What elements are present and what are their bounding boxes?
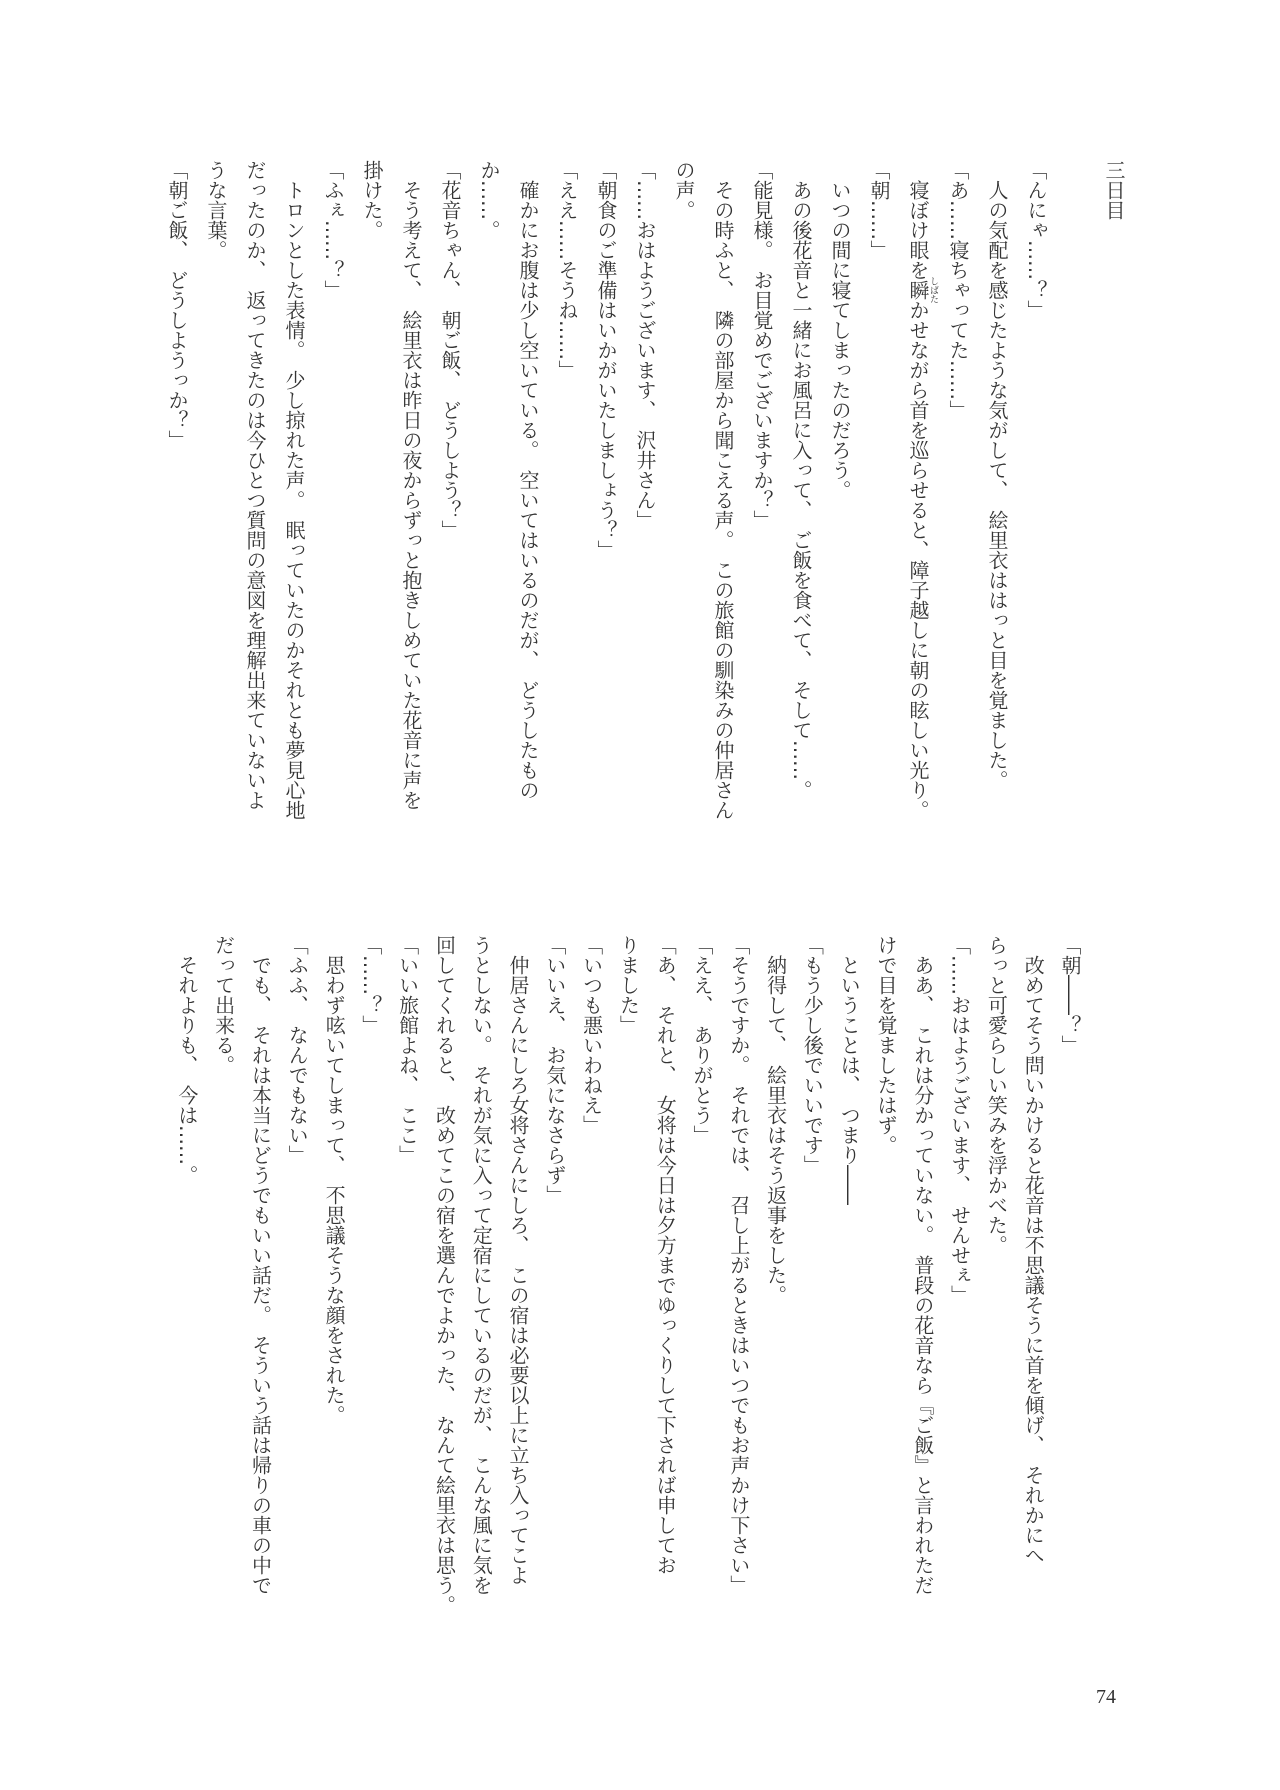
text-line: 「あ……寝ちゃってた……」 [946,160,970,420]
text-line: りました」 [616,935,641,1035]
text-line: 掛けた。 [360,160,384,240]
text-line: 「朝……」 [867,160,891,260]
text-line: ああ、 これは分かっていない。 普段の花音なら『ご飯』と言われただ [910,935,935,1595]
text-line: 人の気配を感じたような気がして、 絵里衣ははっと目を覚ました。 [985,160,1009,790]
upper-text-block [157,160,1133,880]
text-line: か……。 [477,160,501,240]
text-line: 「朝食のご準備はいかがいたしましょう？」 [594,160,618,560]
ruby-base: 瞬 [906,276,930,304]
text-line: の声。 [672,160,696,220]
text-line: それよりも、 今は……。 [174,935,199,1185]
chapter-title: 三日目 [1102,160,1126,220]
text-line: あの後花音と一緒にお風呂に入って、 ご飯を食べて、 そして……。 [789,160,813,800]
ruby-word [906,276,938,304]
text-line: 納得して、 絵里衣はそう返事をした。 [763,935,788,1305]
text-line: 「……？」 [358,935,383,1035]
text-line: でも、 それは本当にどうでもいい話だ。 そういう話は帰りの車の中で [248,935,273,1595]
text-line: だって出来る。 [211,935,236,1075]
text-line: 「ええ、 ありがとう」 [690,935,715,1145]
text-line: 「いいえ、 お気になさらず」 [542,935,567,1205]
text-line: そう考えて、 絵里衣は昨日の夜からずっと抱きしめていた花音に声を [399,160,423,810]
text-line: うな言葉。 [204,160,228,260]
text-line: 「んにゃ……？」 [1024,160,1048,320]
text-line: 「そうですか。 それでは、 召し上がるときはいつでもお声かけ下さい」 [726,935,751,1595]
ruby-reading: しばた [928,276,938,304]
text-line [898,160,938,880]
text-line: その時ふと、 隣の部屋から聞こえる声。 この旅館の馴染みの仲居さん [711,160,735,820]
text-line: 「能見様。 お目覚めでございますか？」 [750,160,774,530]
text-line: 改めてそう問いかけると花音は不思議そうに首を傾げ、 それかにへ [1021,935,1046,1565]
text-line: 回してくれると、 改めてこの宿を選んでよかった、 なんて絵里衣は思う。 [432,935,457,1615]
text-line: 「あ、 それと、 女将は今日は夕方までゆっくりして下されば申してお [653,935,678,1575]
page-number: 74 [1096,1686,1116,1708]
text-line: 「もう少し後でいいです」 [800,935,825,1175]
text-line: 「……おはようございます、 せんせぇ」 [947,935,972,1305]
text-line: 「花音ちゃん、 朝ご飯、 どうしよう？」 [438,160,462,540]
text-line: うとしない。 それが気に入って定宿にしているのだが、 こんな風に気を [469,935,494,1595]
text-line: 「朝ご飯、 どうしようっか？」 [165,160,189,450]
text-line: トロンとした表情。 少し掠れた声。 眠っていたのかそれとも夢見心地 [282,160,306,820]
text-line: ということは、 つまり―― [837,935,862,1205]
text-line: 思わず呟いてしまって、 不思議そうな顔をされた。 [322,935,347,1425]
text-line: 「朝――？」 [1058,935,1082,1055]
text-line: 確かにお腹は少し空いている。 空いてはいるのだが、 どうしたもの [516,160,540,800]
text-line: だったのか、 返ってきたのは今ひとつ質問の意図を理解出来ていないよ [243,160,267,810]
text-line: らっと可愛らしい笑みを浮かべた。 [984,935,1009,1255]
text-line [1055,160,1094,880]
text-line: 仲居さんにしろ女将さんにしろ、 この宿は必要以上に立ち入ってこよ [506,935,531,1585]
text-line: 「いい旅館よね、 ここ」 [395,935,420,1165]
text-line: けで目を覚ましたはず。 [874,935,899,1155]
text-segment: かせながら首を巡らせると、障子越しに朝の眩しい光り。 [906,300,930,820]
text-line: 「いつも悪いわねえ」 [579,935,604,1135]
text-line: 「ええ……そうね……」 [555,160,579,380]
text-line: 「ふぇ……？」 [321,160,345,300]
text-line: 「ふふ、 なんでもない」 [285,935,310,1165]
text-line: 「……おはようございます、 沢井さん」 [633,160,657,530]
text-segment: 寝ぼけ眼を [906,160,930,280]
text-line: いつの間に寝てしまったのだろう。 [828,160,852,500]
lower-text-block [168,935,1088,1655]
